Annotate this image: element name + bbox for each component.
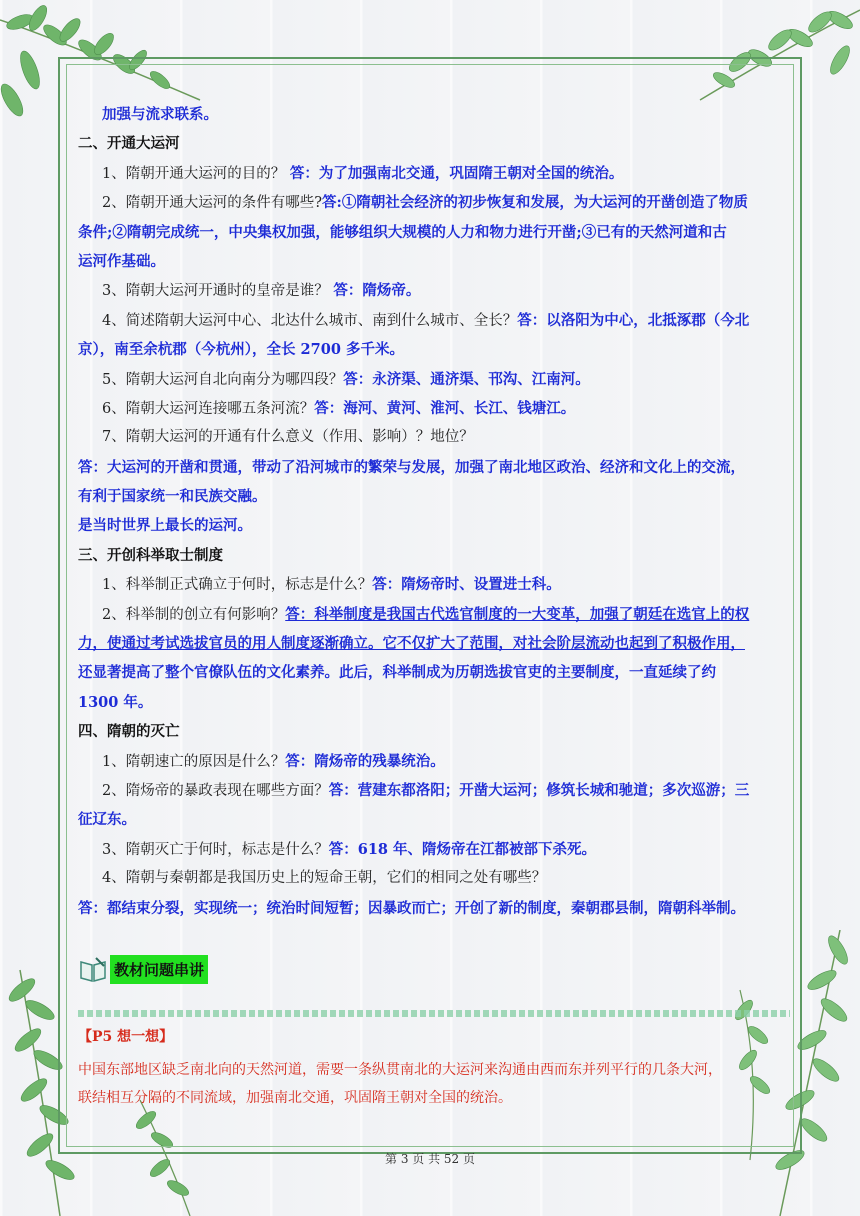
- p5-label: 【P5 想一想】: [78, 1029, 174, 1045]
- dotted-divider: [78, 1010, 790, 1017]
- answer-text: 加强与流求联系。: [102, 106, 218, 123]
- answer-text: 还显著提高了整个官僚队伍的文化素养。此后，科举制成为历朝选拔官吏的主要制度，一直延续了约: [78, 664, 716, 682]
- answer-text: 答：永济渠、通济渠、邗沟、江南河。: [343, 370, 590, 388]
- answer-text: 答：隋炀帝。: [333, 282, 421, 300]
- answer-text: 答：大运河的开凿和贯通，带动了沿河城市的繁荣与发展，加强了南北地区政治、经济和文化上的交流，: [78, 458, 745, 476]
- question-line: [78, 776, 790, 805]
- question-text: 1、科举制正式确立于何时，标志是什么？: [102, 577, 373, 594]
- answer-line: [78, 453, 790, 482]
- answer-line: [78, 247, 790, 276]
- question-text: 3、隋朝大运河开通时的皇帝是谁？: [102, 283, 334, 300]
- answer-text: 力，使通过考试选拔官员的用人制度逐渐确立。它不仅扩大了范围，对社会阶层流动也起到了积极作用，: [78, 635, 745, 653]
- answer-text: 答:①隋朝社会经济的初步恢复和发展，为大运河的开凿创造了物质: [322, 194, 748, 212]
- answer-text: 答：隋炀帝时、设置进士科。: [372, 576, 561, 594]
- answer-text: 1300 年。: [78, 693, 153, 711]
- question-text: 5、隋朝大运河自北向南分为哪四段？: [102, 371, 344, 388]
- question-line: [78, 600, 790, 629]
- section-title-block: [78, 955, 208, 984]
- question-text: 1、隋朝开通大运河的目的？: [102, 165, 290, 182]
- answer-text: 答：海河、黄河、淮河、长江、钱塘江。: [314, 399, 576, 417]
- p5-answer-line: 联结相互分隔的不同流域，加强南北交通，巩固隋王朝对全国的统治。: [78, 1090, 512, 1106]
- answer-text: 答：以洛阳为中心，北抵涿郡（今北: [517, 311, 750, 329]
- answer-text: 征辽东。: [78, 811, 136, 829]
- answer-text: 答：隋炀帝的残暴统治。: [285, 752, 445, 770]
- answer-text: 条件;②隋朝完成统一，中央集权加强，能够组织大规模的人力和物力进行开凿;③已有的天然河道和古: [78, 223, 727, 241]
- question-text: 2、隋炀帝的暴政表现在哪些方面？: [102, 782, 329, 799]
- answer-line: [78, 688, 790, 717]
- answer-text: 答：都结束分裂，实现统一；统治时间短暂；因暴政而亡；开创了新的制度，秦朝郡县制，隋朝科举制。: [78, 899, 745, 917]
- p5-answer: [78, 1056, 790, 1112]
- document-body: [78, 100, 790, 923]
- question-line: [78, 188, 790, 217]
- answer-text: 答：618 年、隋炀帝在江都被部下杀死。: [328, 840, 597, 858]
- answer-line: [78, 218, 790, 247]
- question-text: 2、科举制的创立有何影响？: [102, 606, 286, 623]
- answer-text: 答：为了加强南北交通，巩固隋王朝对全国的统治。: [289, 164, 624, 182]
- answer-line: [78, 658, 790, 687]
- answer-line: [78, 894, 790, 923]
- answer-line: [78, 629, 790, 658]
- answer-line: [78, 511, 790, 540]
- answer-text: 答：科举制度是我国古代选官制度的一大变革，加强了朝廷在选官上的权: [285, 605, 750, 623]
- question-line: [78, 365, 790, 394]
- answer-text: 京），南至余杭郡（今杭州），全长 2700 多千米。: [78, 341, 404, 359]
- question-line: [78, 159, 790, 188]
- answer-line: [78, 482, 790, 511]
- section-heading: 二、开通大运河: [78, 135, 180, 153]
- question-line: [78, 747, 790, 776]
- question-line: [78, 423, 790, 452]
- p5-answer-line: 中国东部地区缺乏南北向的天然河道，需要一条纵贯南北的大运河来沟通由西而东并列平行的几条大河，: [78, 1062, 722, 1078]
- question-line: [78, 394, 790, 423]
- question-line: [78, 835, 790, 864]
- question-text: 1、隋朝速亡的原因是什么？: [102, 753, 286, 770]
- question-text: 2、隋朝开通大运河的条件有哪些?: [102, 195, 322, 212]
- answer-text: 运河作基础。: [78, 252, 165, 270]
- answer-line: [78, 335, 790, 364]
- question-text: 6、隋朝大运河连接哪五条河流？: [102, 400, 315, 417]
- answer-text: 答：营建东都洛阳；开凿大运河；修筑长城和驰道；多次巡游；三: [328, 781, 750, 799]
- answer-line: [78, 805, 790, 834]
- answer-text: 是当时世界上最长的运河。: [78, 517, 252, 535]
- page-footer: 第 3 页 共 52 页: [385, 1152, 475, 1166]
- question-line: [78, 570, 790, 599]
- answer-text: 有利于国家统一和民族交融。: [78, 488, 267, 506]
- question-text: 7、隋朝大运河的开通有什么意义（作用、影响）？地位？: [102, 429, 474, 446]
- text-line: [78, 100, 790, 129]
- section-heading: 四、隋朝的灭亡: [78, 723, 180, 741]
- section-title: 教材问题串讲: [110, 955, 208, 984]
- question-line: [78, 306, 790, 335]
- book-icon: [78, 956, 108, 984]
- question-line: [78, 276, 790, 305]
- question-text: 4、隋朝与秦朝都是我国历史上的短命王朝，它们的相同之处有哪些？: [102, 870, 547, 887]
- question-line: [78, 864, 790, 893]
- question-text: 4、简述隋朝大运河中心、北达什么城市、南到什么城市、全长？: [102, 312, 518, 329]
- question-text: 3、隋朝灭亡于何时，标志是什么？: [102, 841, 329, 858]
- section-heading: 三、开创科举取士制度: [78, 546, 223, 564]
